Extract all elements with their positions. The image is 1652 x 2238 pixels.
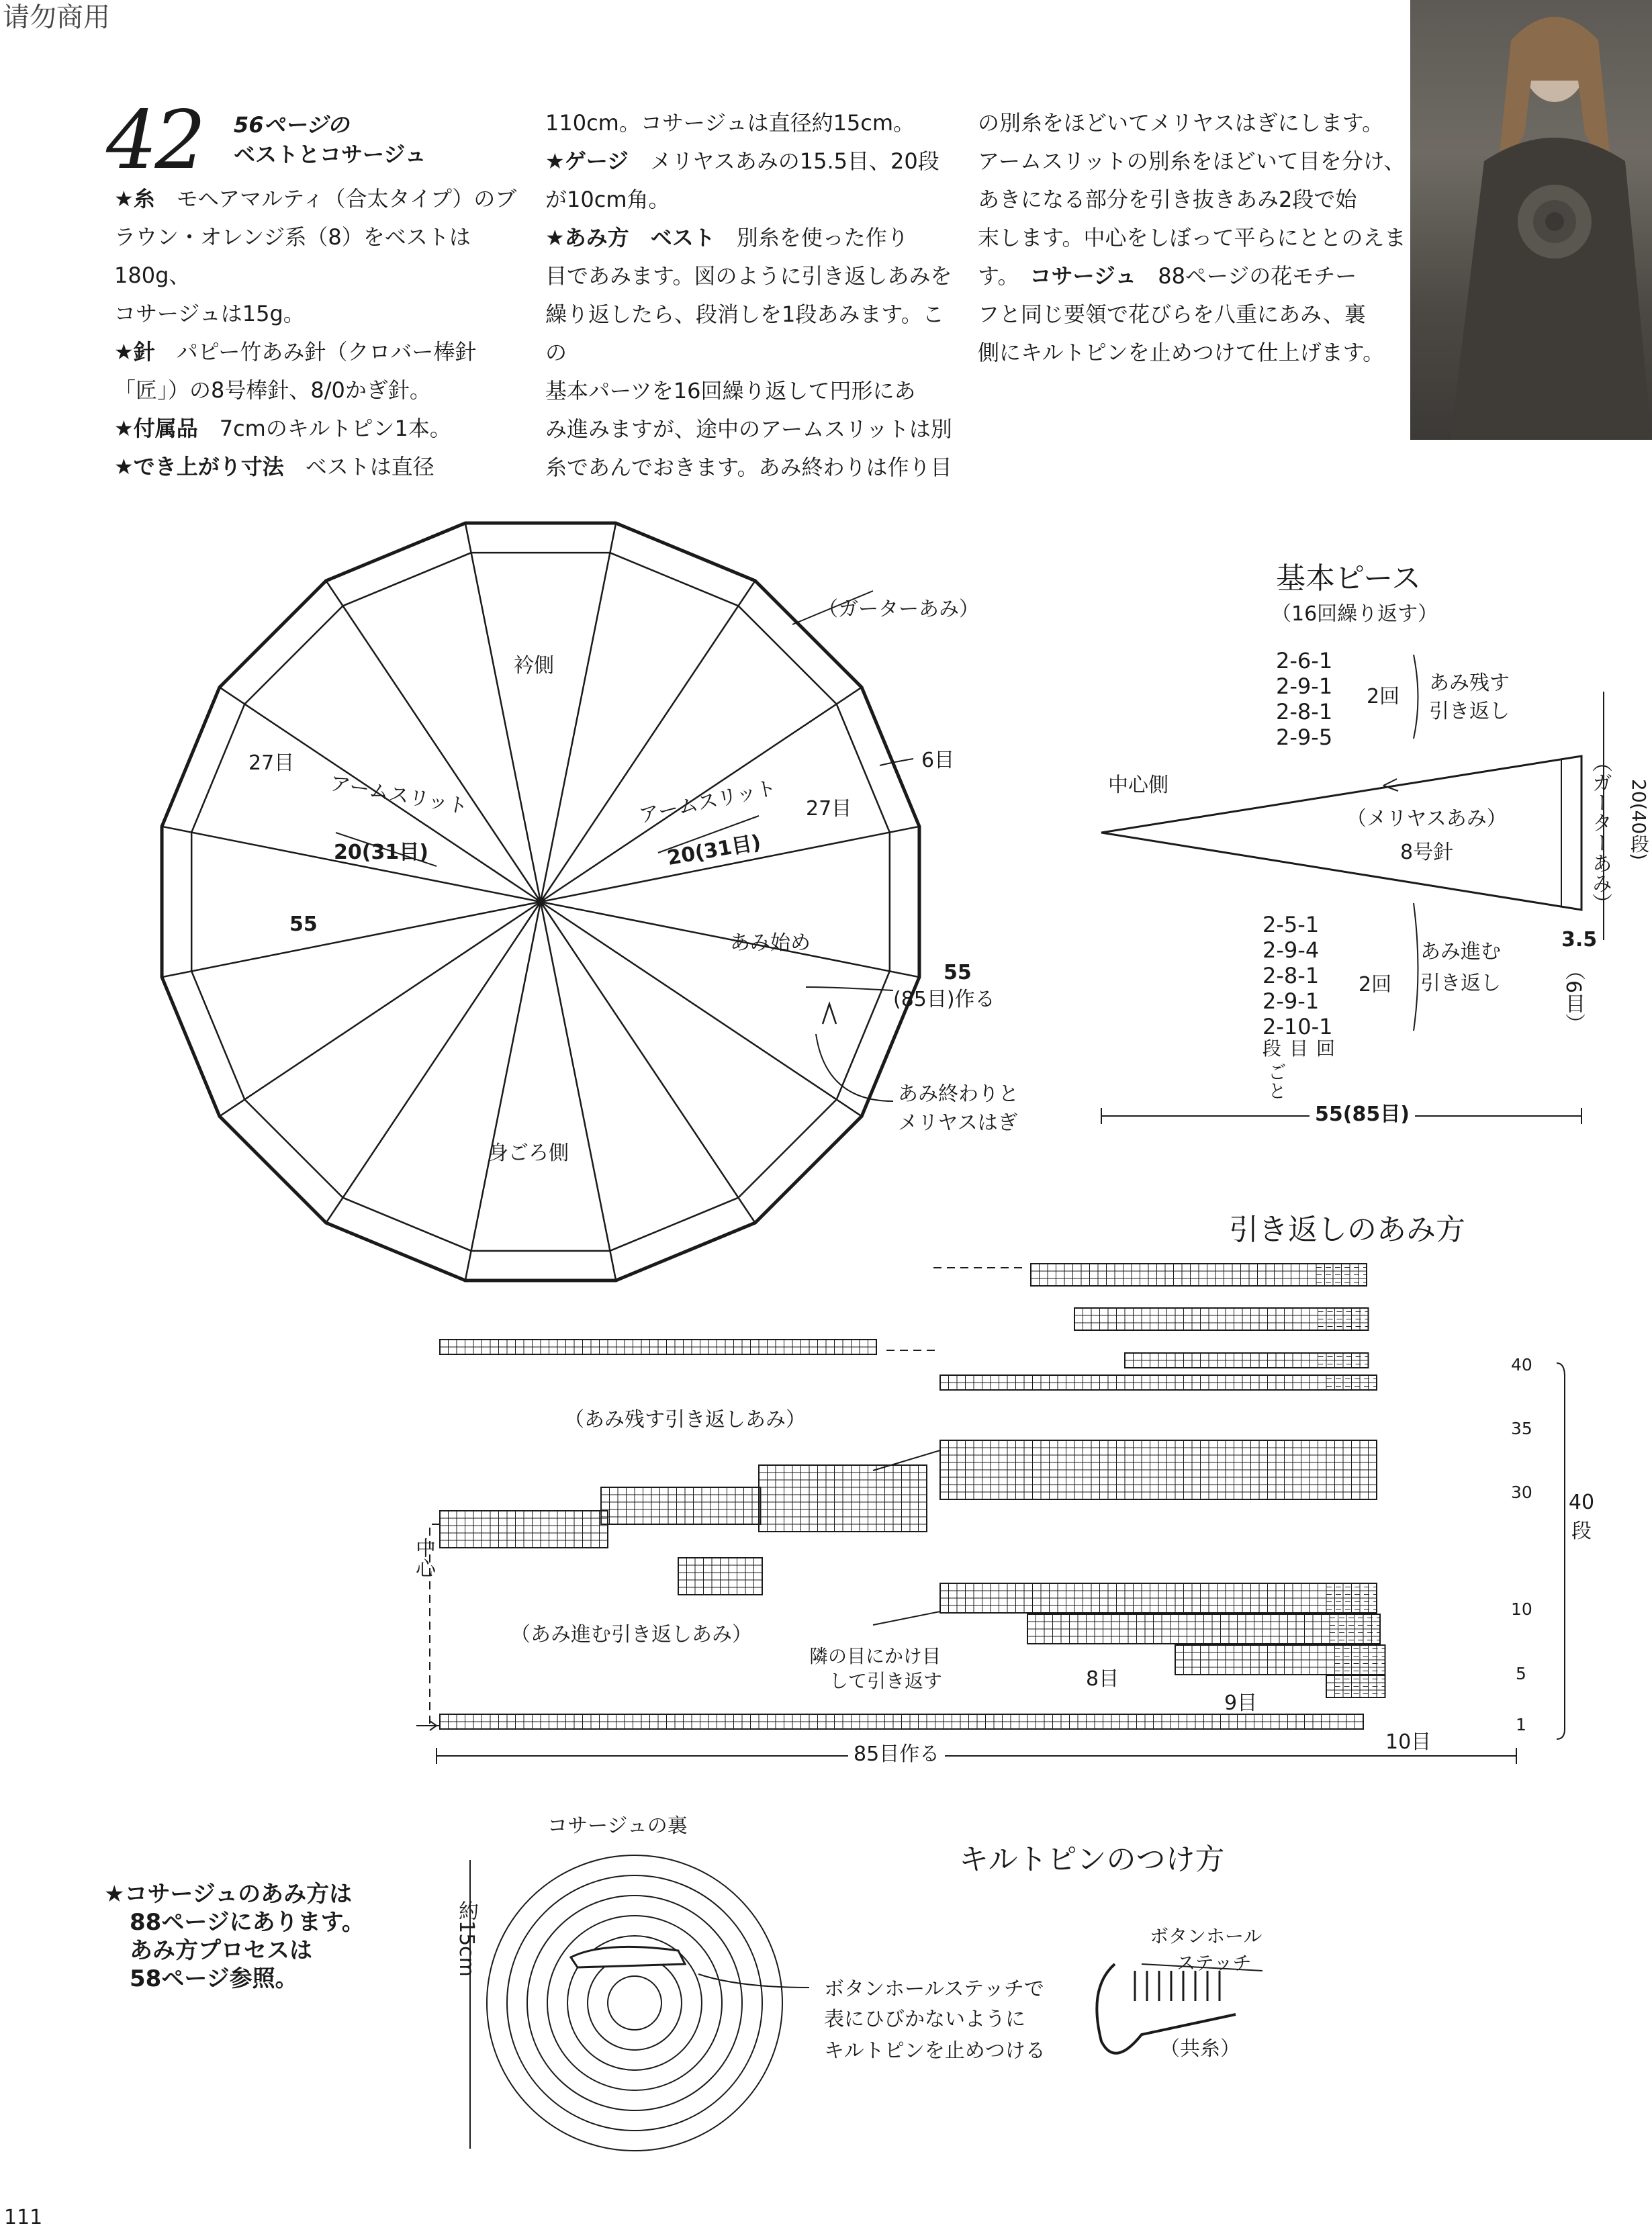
wrap-note-1: 隣の目にかけ目 bbox=[809, 1645, 942, 1667]
basic-piece-diagram bbox=[1101, 655, 1604, 1124]
row-formula: 2-8-1 bbox=[1276, 699, 1333, 725]
bottom-rows bbox=[1263, 912, 1333, 1039]
wrap-note-2: して引き返す bbox=[829, 1670, 943, 1692]
row-formula: 2-9-1 bbox=[1263, 988, 1320, 1014]
row-tick: 1 bbox=[1516, 1715, 1526, 1734]
basic-piece-title: 基本ピース bbox=[1276, 561, 1422, 596]
bottom-note-2: 引き返し bbox=[1420, 972, 1501, 995]
leader-line bbox=[806, 987, 893, 990]
petal-ring bbox=[507, 1875, 762, 2131]
right-num: 3.5 bbox=[1561, 928, 1598, 951]
label-body-side: 身ごろ側 bbox=[488, 1141, 569, 1165]
label-27-left: 27目 bbox=[248, 751, 295, 775]
label-slit-left: 20(31目) bbox=[334, 841, 428, 864]
text-line: 糸であんでおきます。あみ終わりは作り目 bbox=[545, 455, 952, 480]
bottom-note-1: あみ進む bbox=[1420, 940, 1501, 964]
label-6: 6目 bbox=[921, 749, 955, 772]
grid-block bbox=[601, 1487, 761, 1524]
petal-ring bbox=[608, 1976, 661, 2030]
text-line: ★でき上がり寸法 ベストは直径 bbox=[114, 454, 434, 479]
center-point bbox=[537, 898, 545, 906]
row-formula: 2-9-1 bbox=[1276, 673, 1333, 699]
needle-size: 8号針 bbox=[1400, 841, 1454, 864]
text-line: ★あみ方 ベスト 別糸を使った作り bbox=[545, 225, 909, 250]
row-formula: 2-10-1 bbox=[1263, 1014, 1333, 1039]
short-rows-title: 引き返しのあみ方 bbox=[1229, 1213, 1465, 1247]
label-arm-slit-left: アームスリット bbox=[328, 772, 470, 819]
text-line: 末します。中心をしぼって平らにととのえま bbox=[978, 225, 1406, 250]
text-line: 目であみます。図のように引き返しあみを bbox=[545, 263, 952, 289]
bh-label-1: ボタンホール bbox=[1150, 1925, 1263, 1947]
label-27-right: 27目 bbox=[806, 797, 852, 821]
petal-ring bbox=[547, 1916, 722, 2090]
arrow-icon bbox=[416, 1721, 437, 1730]
label-end-2: メリヤスはぎ bbox=[898, 1111, 1018, 1135]
text-line: コサージュは15g。 bbox=[114, 301, 305, 326]
petal-ring bbox=[588, 1956, 682, 2050]
text-line: 繰り返したら、段消しを1段あみます。この bbox=[545, 301, 944, 365]
label-garter: （ガーターあみ） bbox=[818, 598, 979, 621]
leader-line bbox=[698, 1974, 809, 1988]
corsage-note: ★コサージュのあみ方は 88ページにあります。 あみ方プロセスは 58ページ参照。 bbox=[104, 1881, 365, 1992]
row-formula: 2-9-4 bbox=[1263, 937, 1320, 963]
leader-line bbox=[880, 759, 913, 765]
text-line: フと同じ要領で花びらを八重にあみ、裏 bbox=[978, 301, 1366, 327]
text-line: ★針 パピー竹あみ針（クロバー棒針 bbox=[114, 339, 477, 365]
text-line: 側にキルトピンを止めつけて仕上げます。 bbox=[978, 340, 1385, 365]
piece-width: 55(85目) bbox=[1310, 1105, 1415, 1125]
pin-note-1: ボタンホールステッチで bbox=[824, 1977, 1044, 2001]
arrow-icon bbox=[823, 1004, 836, 1024]
text-line: が10cm角。 bbox=[545, 187, 670, 212]
text-line: の別糸をほどいてメリヤスはぎにします。 bbox=[978, 110, 1384, 136]
pin-note-2: 表にひびかないように bbox=[824, 2008, 1025, 2031]
yarn-label: （共糸） bbox=[1160, 2037, 1240, 2061]
page-number: 111 bbox=[4, 2206, 43, 2229]
row-tick: 35 bbox=[1511, 1419, 1532, 1438]
stitch-type: （メリヤスあみ） bbox=[1346, 807, 1507, 831]
count-10: 10目 bbox=[1385, 1730, 1432, 1754]
text-line: 110cm。コサージュは直径約15cm。 bbox=[545, 110, 915, 136]
footer: 段目回 bbox=[1263, 1037, 1344, 1060]
rows-right: 20(40段) bbox=[1628, 779, 1650, 861]
row-tick: 40 bbox=[1511, 1355, 1532, 1374]
bh-label-2: ステッチ bbox=[1177, 1952, 1252, 1974]
row-formula: 2-5-1 bbox=[1263, 912, 1320, 937]
text-line: アームスリットの別糸をほどいて目を分け、 bbox=[978, 148, 1406, 174]
text-line: ラウン・オレンジ系（8）をベストは180g、 bbox=[114, 224, 471, 288]
text-line: す。 コサージュ 88ページの花モチー bbox=[978, 263, 1357, 289]
watermark: 请勿商用 bbox=[3, 2, 110, 33]
petal-ring bbox=[527, 1896, 742, 2110]
basic-piece-subtitle: （16回繰り返す） bbox=[1271, 602, 1438, 626]
quilt-pin-icon bbox=[571, 1947, 685, 1967]
vest-circle-diagram bbox=[162, 523, 919, 1280]
top-note-1: あみ残す bbox=[1429, 671, 1510, 695]
corsage-diameter: 約15cm bbox=[455, 1900, 478, 1977]
top-rows bbox=[1276, 648, 1332, 750]
label-radius: 55 bbox=[285, 915, 322, 935]
top-note-2: 引き返し bbox=[1429, 700, 1510, 723]
connector bbox=[873, 1450, 940, 1625]
row-formula: 2-9-5 bbox=[1276, 725, 1333, 750]
label-cast-on-num: 55 bbox=[944, 961, 972, 984]
pattern-number: 42 bbox=[106, 94, 203, 187]
right-paren: （6目） bbox=[1561, 960, 1585, 1034]
rows-bracket bbox=[1557, 1363, 1565, 1739]
grid-cast-on: 85目作る bbox=[848, 1744, 945, 1765]
count-9: 9目 bbox=[1224, 1691, 1258, 1715]
short-row-grid bbox=[416, 1264, 1565, 1764]
text-line: ★糸 モヘアマルティ（合太タイプ）のブ bbox=[114, 186, 517, 212]
text-line: み進みますが、途中のアームスリットは別 bbox=[545, 416, 952, 442]
count-8: 8目 bbox=[1086, 1667, 1119, 1691]
label-start: あみ始め bbox=[730, 931, 811, 955]
text-line: 基本パーツを16回繰り返して円形にあ bbox=[545, 378, 916, 404]
top-repeat: 2回 bbox=[1367, 685, 1400, 708]
text-line: ★ゲージ メリヤスあみの15.5目、20段 bbox=[545, 148, 939, 174]
text-line: ★付属品 7cmのキルトピン1本。 bbox=[114, 416, 451, 441]
pattern-title-1: 56ページの bbox=[234, 112, 349, 138]
label-slit-right: 20(31目) bbox=[665, 831, 763, 870]
row-tick: 30 bbox=[1511, 1483, 1532, 1502]
label-collar-side: 衿側 bbox=[514, 654, 554, 678]
remain-label: （あみ残す引き返しあみ） bbox=[564, 1408, 806, 1432]
advance-label: （あみ進む引き返しあみ） bbox=[510, 1623, 752, 1646]
label-cast-on: (85目)作る bbox=[893, 988, 995, 1011]
row-formula: 2-8-1 bbox=[1263, 963, 1320, 988]
row-formula: 2-6-1 bbox=[1276, 648, 1333, 673]
text-line: あきになる部分を引き抜きあみ2段で始 bbox=[978, 187, 1357, 212]
petal-ring bbox=[487, 1855, 782, 2151]
footer-2: ごと bbox=[1265, 1062, 1287, 1100]
center-side: 中心側 bbox=[1108, 774, 1168, 797]
rows-total: 40段 bbox=[1568, 1491, 1595, 1543]
row-tick: 5 bbox=[1516, 1664, 1526, 1683]
pin-title: キルトピンのつけ方 bbox=[959, 1843, 1225, 1877]
bottom-repeat: 2回 bbox=[1359, 973, 1392, 996]
row-tick: 10 bbox=[1511, 1599, 1532, 1619]
grid-block bbox=[1074, 1308, 1369, 1330]
pin-note-3: キルトピンを止めつける bbox=[824, 2039, 1046, 2063]
pattern-title-2: ベストとコサージュ bbox=[234, 142, 426, 167]
label-arm-slit-right: アームスリット bbox=[637, 776, 779, 829]
garter-vertical: （ガーターあみ） bbox=[1588, 752, 1612, 913]
corsage-diagram bbox=[470, 1855, 1263, 2151]
corsage-back-label: コサージュの裏 bbox=[547, 1814, 688, 1838]
label-end-1: あみ終わりと bbox=[898, 1082, 1019, 1106]
center-label: 中心 bbox=[412, 1538, 435, 1578]
text-line: 「匠」）の8号棒針、8/0かぎ針。 bbox=[114, 377, 431, 403]
